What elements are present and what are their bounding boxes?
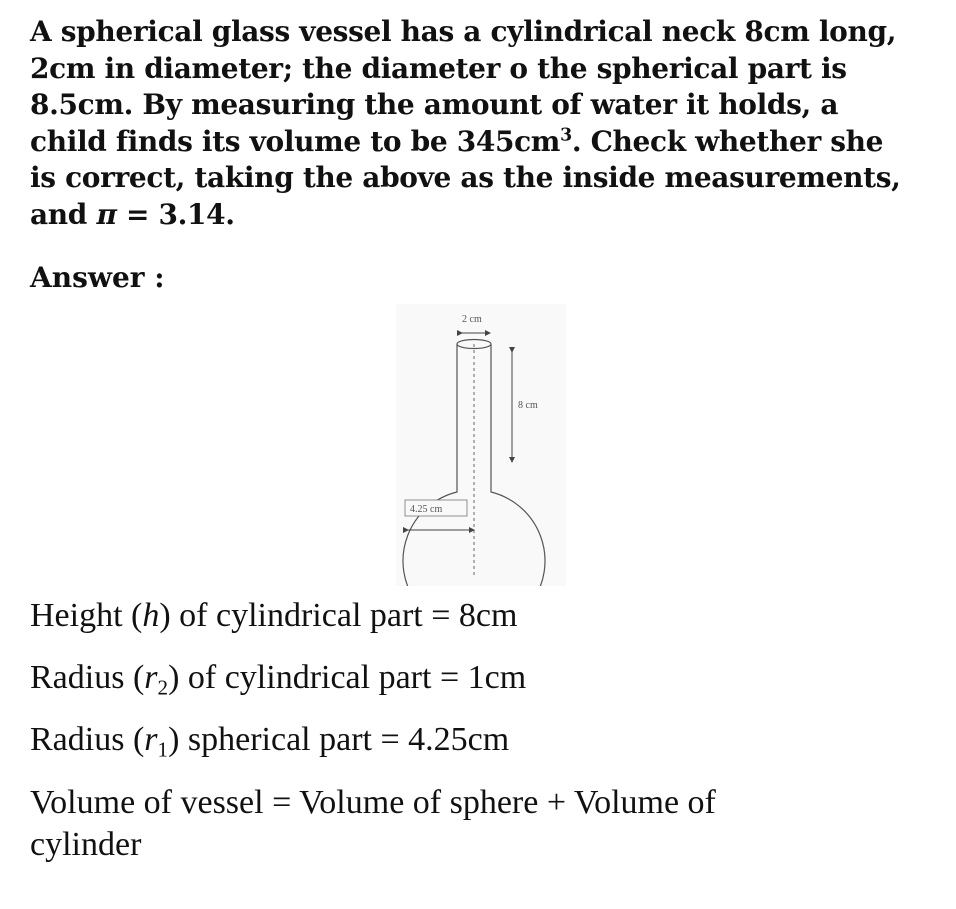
volume-line-1: Volume of vessel = Volume of sphere + Volume of <box>30 784 716 821</box>
height-prefix: Height ( <box>30 597 143 634</box>
cylinder-radius-suffix: ) of cylindrical part = 1cm <box>168 659 527 696</box>
question-line-4 <box>30 124 940 161</box>
question-text <box>30 14 940 234</box>
question-line-6 <box>30 197 940 234</box>
question-line-4-text: child finds its volume to be 345cm <box>30 124 561 158</box>
vessel-diagram <box>396 304 566 586</box>
sphere-radius-suffix: ) spherical part = 4.25cm <box>168 721 510 758</box>
sphere-radius-subscript: 1 <box>157 737 169 762</box>
pi-symbol: π <box>96 197 117 231</box>
question-line-3: 8.5cm. By measuring the amount of water it holds, a <box>30 88 839 122</box>
cylinder-radius-symbol: r <box>144 659 158 696</box>
question-line-6-end: = 3.14. <box>116 197 235 231</box>
question-line-1: A spherical glass vessel has a cylindrical neck 8cm long, <box>30 15 897 48</box>
sphere-radius-label: 4.25 cm <box>410 504 443 515</box>
answer-label: Answer : <box>30 261 165 294</box>
cylinder-radius-prefix: Radius ( <box>30 659 145 696</box>
cylinder-radius-subscript: 2 <box>157 675 169 700</box>
sphere-radius-prefix: Radius ( <box>30 721 145 758</box>
height-line <box>30 596 940 636</box>
neck-length-label: 8 cm <box>518 400 538 411</box>
volume-line-2: cylinder <box>30 826 142 863</box>
cylinder-radius-line <box>30 658 940 698</box>
sphere-radius-symbol: r <box>144 721 158 758</box>
question-line-6-start: and <box>30 197 97 231</box>
cubic-exponent: 3 <box>560 125 572 146</box>
solution-text <box>30 596 940 866</box>
vessel-figure <box>396 304 566 586</box>
height-suffix: ) of cylindrical part = 8cm <box>159 597 518 634</box>
sphere-radius-line <box>30 720 940 760</box>
question-line-4-end: . Check whether she <box>571 124 884 158</box>
neck-diameter-label: 2 cm <box>462 314 482 325</box>
height-symbol: h <box>142 597 160 634</box>
question-line-2: 2cm in diameter; the diameter o the spherical part is <box>30 51 847 85</box>
question-line-5: is correct, taking the above as the inside measurements, <box>30 161 901 195</box>
